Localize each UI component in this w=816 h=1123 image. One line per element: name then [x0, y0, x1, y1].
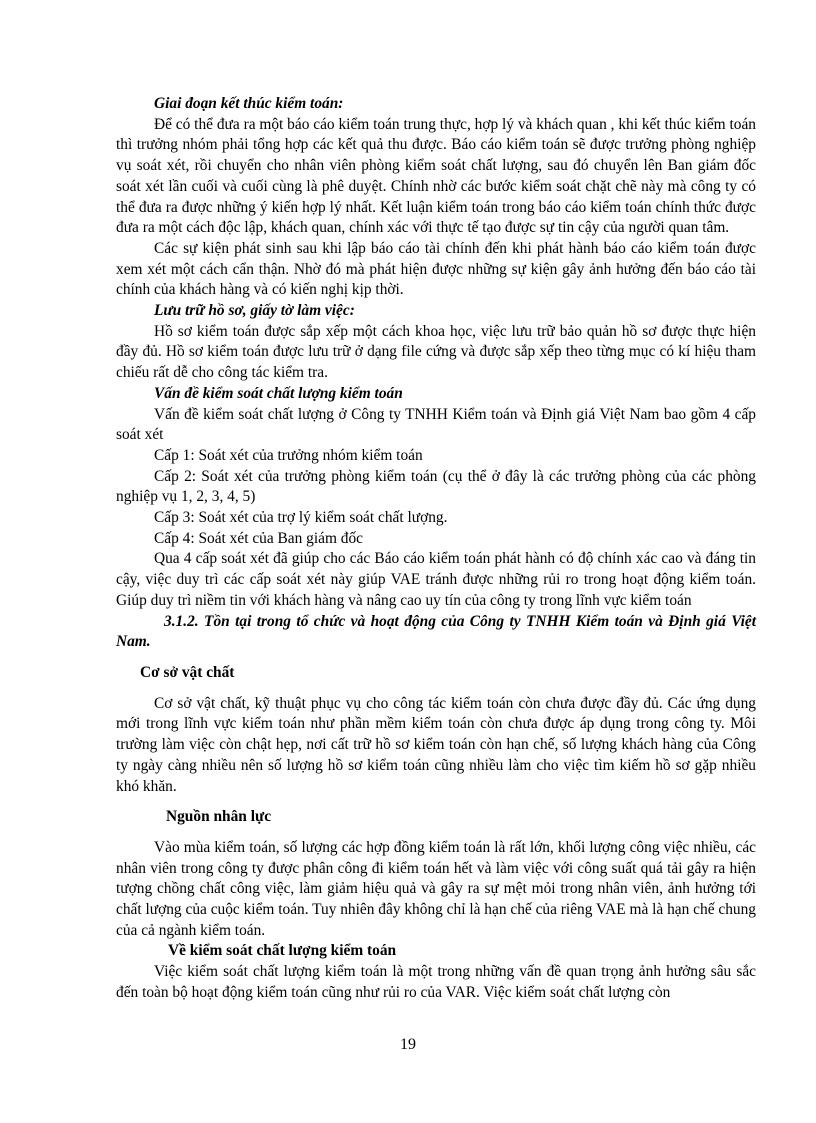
list-item: Cấp 2: Soát xét của trưởng phòng kiểm toán (cụ thể ở đây là các trưởng phòng của các phòng nghiệp vụ 1, 2, 3, 4, 5) [116, 467, 756, 506]
paragraph: Các sự kiện phát sinh sau khi lập báo cáo tài chính đến khi phát hành báo cáo kiểm toán được xem xét một cách cẩn thận. Nhờ đó mà phát hiện được những sự kiện gây ảnh hưởng đến báo cáo tài chính của khách hàng và có kiến nghị kịp thời. [116, 239, 756, 299]
list-item: Cấp 1: Soát xét của trưởng nhóm kiểm toán [154, 446, 423, 464]
paragraph: Việc kiểm soát chất lượng kiểm toán là một trong những vấn đề quan trọng ảnh hưởng sâu sắc đến toàn bộ hoạt động kiểm toán cũng như rủi ro của VAR. Việc kiểm soát chất lượng còn [116, 963, 756, 1001]
section-heading-312: 3.1.2. Tồn tại trong tổ chức và hoạt động của Công ty TNHH Kiểm toán và Định giá Việt Nam. [116, 612, 756, 651]
spacer [116, 828, 756, 838]
paragraph: Vấn đề kiểm soát chất lượng ở Công ty TNHH Kiểm toán và Định giá Việt Nam bao gồm 4 cấp soát xét [116, 405, 756, 444]
list-item: Cấp 4: Soát xét của Ban giám đốc [154, 529, 364, 547]
paragraph: Hồ sơ kiểm toán được sắp xếp một cách khoa học, việc lưu trữ bảo quản hồ sơ được thực hiện đầy đủ. Hồ sơ kiểm toán được lưu trữ ở dạng file cứng và được sắp xếp theo từng mục có kí hiệu tham chiếu rất dễ cho công tác kiểm tra. [116, 322, 756, 382]
heading-ve-kiem-soat: Về kiểm soát chất lượng kiểm toán [168, 942, 397, 960]
heading-van-de: Vấn đề kiểm soát chất lượng kiểm toán [154, 384, 403, 402]
spacer [116, 797, 756, 807]
paragraph: Để có thể đưa ra một báo cáo kiểm toán trung thực, hợp lý và khách quan , khi kết thúc kiểm toán thì trưởng nhóm phải tổng hợp các kết quả thu được. Báo cáo kiểm toán sẽ được trưởng phòng nghiệp vụ soát xét, rồi chuyển cho nhân viên phòng kiểm soát chất lượng, sau đó chuyển lên Ban giám đốc soát xét lần cuối và cuối cùng là phê duyệt. Chính nhờ các bước kiểm soát chặt chẽ này mà công ty có thể đưa ra được những ý kiến hợp lý nhất. Kết luận kiểm toán trong báo cáo kiểm toán chính thức được đưa ra một cách độc lập, khách quan, chính xác với thực tế tạo được sự tin cậy của người quan tâm. [116, 115, 756, 237]
paragraph: Cơ sở vật chất, kỹ thuật phục vụ cho công tác kiểm toán còn chưa được đầy đủ. Các ứng dụng mới trong lĩnh vực kiểm toán như phần mềm kiểm toán còn chưa được áp dụng trong công ty. Môi trường làm việc còn chật hẹp, nơi cất trữ hồ sơ kiểm toán còn hạn chế, số lượng khách hàng của Công ty ngày càng nhiều nên số lượng hồ sơ kiểm toán cũng nhiều làm cho việc tìm kiếm hồ sơ gặp nhiều khó khăn. [116, 694, 756, 795]
paragraph: Qua 4 cấp soát xét đã giúp cho các Báo cáo kiểm toán phát hành có độ chính xác cao và đáng tin cậy, việc duy trì các cấp soát xét này giúp VAE tránh được những rủi ro trong hoạt động kiểm toán. Giúp duy trì niềm tin với khách hàng và nâng cao uy tín của công ty trong lĩnh vực kiểm toán [116, 550, 756, 609]
body-text [116, 94, 756, 1004]
heading-luu-tru: Lưu trữ hồ sơ, giấy tờ làm việc: [154, 302, 355, 320]
heading-co-so: Cơ sở vật chất [140, 663, 235, 681]
spacer [116, 684, 756, 694]
spacer [116, 653, 756, 663]
page-number: 19 [400, 1036, 416, 1053]
list-item: Cấp 3: Soát xét của trợ lý kiểm soát chất lượng. [154, 509, 448, 527]
paragraph: Vào mùa kiểm toán, số lượng các hợp đồng kiểm toán là rất lớn, khối lượng công việc nhiều, các nhân viên trong công ty được phân công đi kiểm toán hết và làm việc với công suất quá tải gây ra hiện tượng chồng chất công việc, làm giảm hiệu quả và gây ra sự mệt mỏi trong nhân viên, ảnh hưởng tới chất lượng của cuộc kiểm toán. Tuy nhiên đây không chỉ là hạn chế của riêng VAE mà là hạn chế chung của cả ngành kiểm toán. [116, 838, 756, 939]
heading-giai-doan: Giai đoạn kết thúc kiểm toán: [154, 95, 344, 112]
heading-nguon-nhan-luc: Nguồn nhân lực [166, 808, 272, 826]
